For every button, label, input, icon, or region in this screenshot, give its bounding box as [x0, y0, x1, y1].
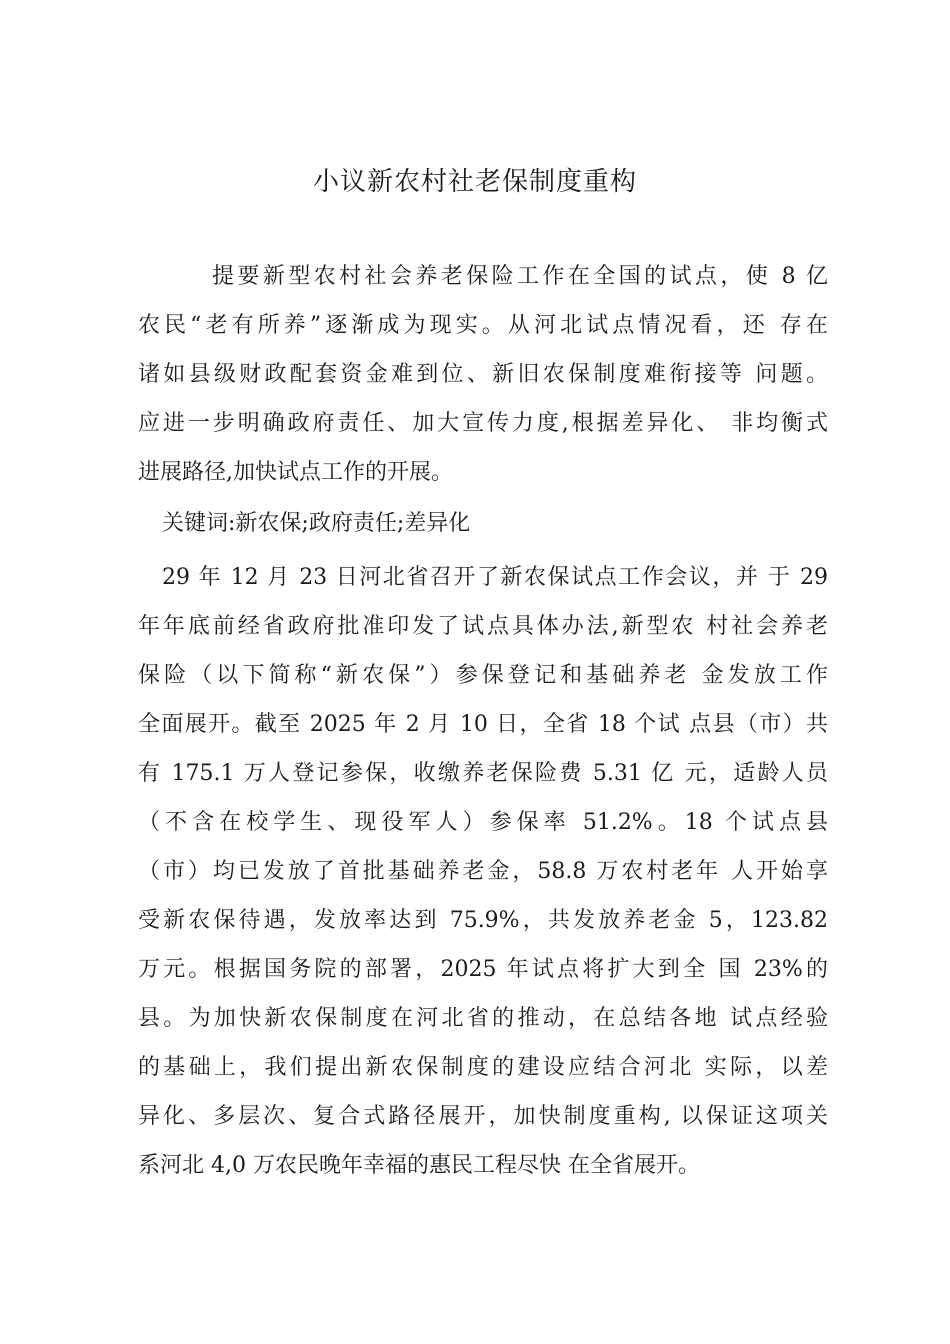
- abstract-line: 农民“老有所养”逐渐成为现实。从河北试点情况看，还 存在: [138, 313, 828, 338]
- body-line: （不含在校学生、现役军人）参保率 51.2%。18 个试点县: [138, 810, 828, 835]
- body-line: 万元。根据国务院的部署，2025 年试点将扩大到全 国 23%的: [138, 957, 828, 982]
- body-line: 受新农保待遇，发放率达到 75.9%，共发放养老金 5，123.82: [138, 908, 828, 933]
- document-title: 小议新农村社老保制度重构: [312, 167, 637, 197]
- body-line: 全面展开。截至 2025 年 2 月 10 日，全省 18 个试 点县（市）共: [138, 712, 828, 737]
- body-line: 县。为加快新农保制度在河北省的推动，在总结各地 试点经验: [138, 1006, 828, 1031]
- keywords-line: 关键词:新农保;政府责任;差异化: [162, 511, 471, 536]
- body-line: （市）均已发放了首批基础养老金，58.8 万农村老年 人开始享: [138, 859, 828, 884]
- abstract-line: 应进一步明确政府责任、加大宣传力度,根据差异化、 非均衡式: [138, 411, 828, 436]
- body-line: 年年底前经省政府批准印发了试点具体办法,新型农 村社会养老: [138, 614, 828, 639]
- body-line: 系河北 4,0 万农民晚年幸福的惠民工程尽快 在全省展开。: [138, 1153, 700, 1178]
- body-line: 的基础上，我们提出新农保制度的建设应结合河北 实际，以差: [138, 1055, 828, 1080]
- body-line: 异化、多层次、复合式路径展开，加快制度重构, 以保证这项关: [138, 1104, 828, 1129]
- abstract-line: 诸如县级财政配套资金难到位、新旧农保制度难衔接等 问题。: [138, 362, 828, 387]
- body-line: 有 175.1 万人登记参保，收缴养老保险费 5.31 亿 元，适龄人员: [138, 761, 828, 786]
- body-line: 29 年 12 月 23 日河北省召开了新农保试点工作会议，并 于 29: [162, 565, 828, 590]
- abstract-line: 进展路径,加快试点工作的开展。: [138, 460, 453, 485]
- abstract-line: 提要新型农村社会养老保险工作在全国的试点，使 8 亿: [212, 264, 828, 289]
- body-line: 保险（以下简称“新农保”）参保登记和基础养老 金发放工作: [138, 663, 828, 688]
